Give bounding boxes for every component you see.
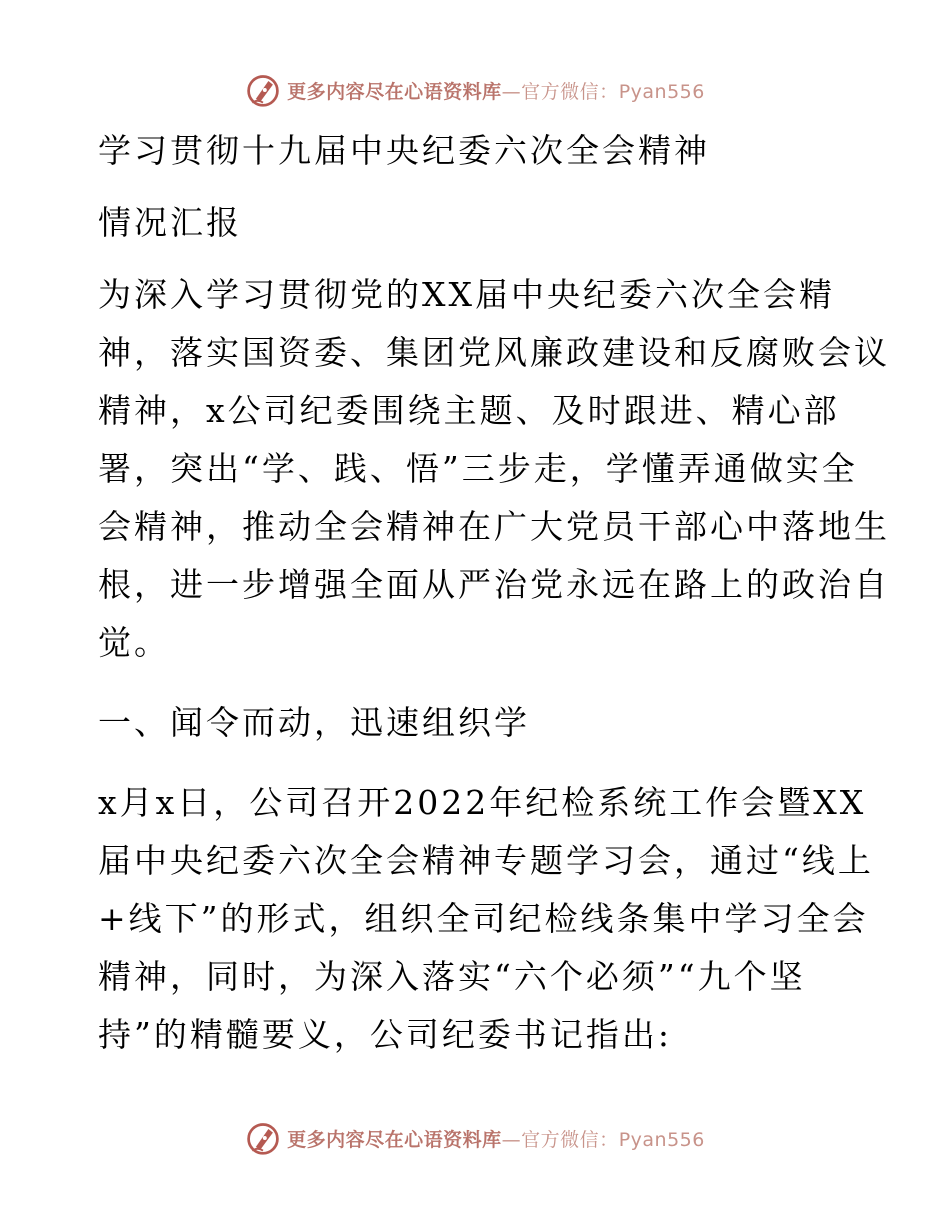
header-watermark (0, 70, 950, 110)
watermark-text (287, 77, 705, 104)
document-body (98, 118, 890, 1064)
watermark-wechat-label: 官方微信： (521, 1128, 619, 1151)
watermark-group (245, 1120, 705, 1156)
paragraph-line: 届中央纪委六次全会精神专题学习会，通过“线上 (98, 841, 874, 880)
document-title-line-2: 情况汇报 (98, 203, 242, 242)
paragraph-line: 神，落实国资委、集团党风廉政建设和反腐败会议 (98, 333, 890, 372)
watermark-brand: 更多内容尽在心语资料库 (287, 80, 502, 103)
paragraph-line: 为深入学习贯彻党的XX届中央纪委六次全会精 (98, 275, 835, 314)
watermark-text (287, 1125, 705, 1152)
paragraph-line: 根，进一步增强全面从严治党永远在路上的政治自 (98, 565, 890, 604)
paragraph-line: 会精神，推动全会精神在广大党员干部心中落地生 (98, 507, 890, 546)
paragraph-line: 持”的精髓要义，公司纪委书记指出: (98, 1015, 672, 1054)
paragraph-line: 署，突出“学、践、悟”三步走，学懂弄通做实全 (98, 449, 858, 488)
paragraph-line: 精神，x公司纪委围绕主题、及时跟进、精心部 (98, 391, 840, 430)
watermark-wechat-id: Pyan556 (618, 80, 705, 103)
pen-nib-logo-icon (245, 1120, 281, 1156)
watermark-dash: — (501, 1128, 522, 1151)
watermark-dash: — (501, 80, 522, 103)
document-title-line-1: 学习贯彻十九届中央纪委六次全会精神 (98, 131, 710, 170)
watermark-wechat-id: Pyan556 (618, 1128, 705, 1151)
paragraph-section-1 (98, 774, 874, 1064)
paragraph-line: 精神，同时，为深入落实“六个必须”“九个坚 (98, 957, 806, 996)
paragraph-line: x月x日，公司召开2022年纪检系统工作会暨XX (98, 783, 867, 822)
footer-watermark (0, 1118, 950, 1158)
paragraph-line: 觉。 (98, 623, 170, 662)
paragraph-intro (98, 266, 890, 672)
watermark-brand: 更多内容尽在心语资料库 (287, 1128, 502, 1151)
pen-nib-logo-icon (245, 72, 281, 108)
watermark-wechat-label: 官方微信： (521, 80, 619, 103)
section-heading-1: 一、闻令而动，迅速组织学 (98, 703, 530, 742)
watermark-group (245, 72, 705, 108)
paragraph-line: +线下”的形式，组织全司纪检线条集中学习全会 (98, 899, 869, 938)
